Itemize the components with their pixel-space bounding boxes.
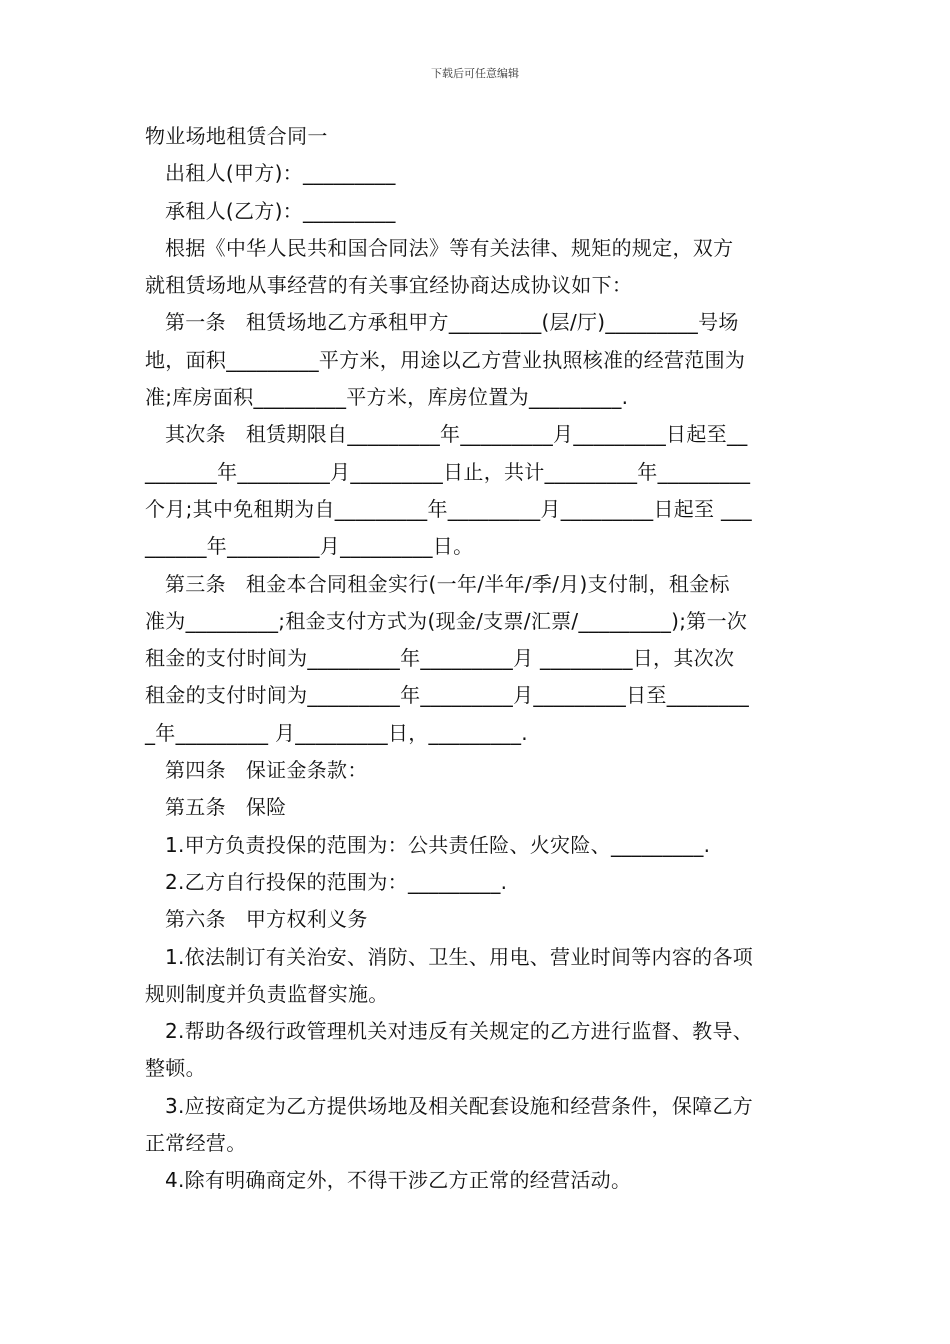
article-5-item: 1.甲方负责投保的范围为：公共责任险、火灾险、_________. [145, 832, 711, 857]
article-1-line: 准;库房面积_________平方米，库房位置为_________. [145, 385, 629, 410]
article-1-line: 第一条 租赁场地乙方承租甲方_________(层/厅)_________号场 [145, 310, 739, 335]
page-header: 下载后可任意编辑 [431, 67, 519, 80]
article-4-heading: 第四条 保证金条款： [145, 758, 368, 783]
article-3-line: 租金的支付时间为_________年_________月 _________日，其次次 [145, 646, 735, 671]
article-5-heading: 第五条 保险 [145, 795, 287, 820]
article-6-item: 整顿。 [145, 1056, 206, 1081]
article-2-line: _______年_________月_________日止，共计_________年_________ [145, 459, 751, 484]
article-2-line: 个月;其中免租期为自_________年_________月_________日起至 ___ [145, 496, 752, 521]
lessor-line: 出租人(甲方)：_________ [145, 161, 396, 186]
article-1-line: 地，面积_________平方米，用途以乙方营业执照核准的经营范围为 [145, 347, 746, 372]
article-3-line: _年_________ 月_________日，_________. [145, 720, 528, 745]
article-6-item: 1.依法制订有关治安、消防、卫生、用电、营业时间等内容的各项 [145, 944, 754, 969]
article-5-item: 2.乙方自行投保的范围为：_________. [145, 869, 508, 894]
article-2-line: 其次条 租赁期限自_________年_________月_________日起至__ [145, 422, 748, 447]
article-3-line: 第三条 租金本合同租金实行(一年/半年/季/月)支付制，租金标 [145, 571, 730, 596]
article-3-line: 准为_________;租金支付方式为(现金/支票/汇票/_________);第一次 [145, 608, 748, 633]
preamble-line: 就租赁场地从事经营的有关事宜经协商达成协议如下： [145, 273, 633, 298]
preamble-line: 根据《中华人民共和国合同法》等有关法律、规矩的规定，双方 [145, 235, 734, 260]
document-body [145, 118, 810, 1200]
article-3-line: 租金的支付时间为_________年_________月_________日至________ [145, 683, 750, 708]
article-6-item: 正常经营。 [145, 1131, 247, 1156]
lessee-line: 承租人(乙方)：_________ [145, 198, 396, 223]
article-6-heading: 第六条 甲方权利义务 [145, 907, 368, 932]
article-2-line: ______年_________月_________日。 [145, 534, 474, 559]
article-6-item: 规则制度并负责监督实施。 [145, 981, 389, 1006]
article-6-item: 2.帮助各级行政管理机关对违反有关规定的乙方进行监督、教导、 [145, 1019, 754, 1044]
article-6-item: 4.除有明确商定外，不得干涉乙方正常的经营活动。 [145, 1168, 632, 1193]
article-6-item: 3.应按商定为乙方提供场地及相关配套设施和经营条件，保障乙方 [145, 1093, 754, 1118]
document-title: 物业场地租赁合同一 [145, 124, 328, 148]
